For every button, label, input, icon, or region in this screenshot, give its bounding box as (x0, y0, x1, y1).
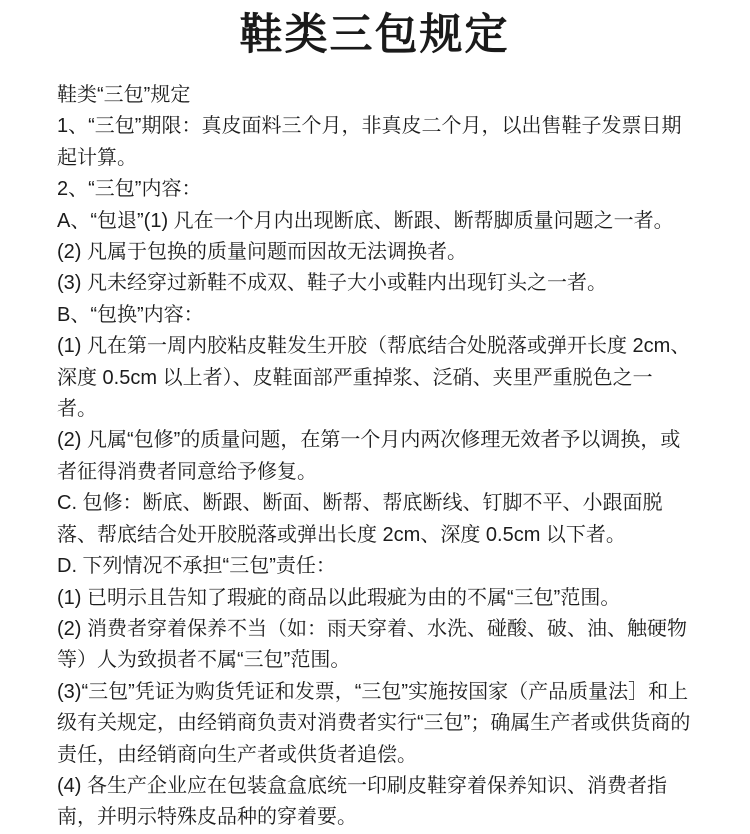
paragraph-repair-c: C. 包修：断底、断跟、断面、断帮、帮底断线、钉脚不平、小跟面脱落、帮底结合处开胶脱落或弹出长度 2cm、深度 0.5cm 以下者。 (57, 492, 663, 546)
paragraph-refund-a1: A、“包退”(1) 凡在一个月内出现断底、断跟、断帮脚质量问题之一者。 (57, 209, 674, 232)
paragraph-exclusion-d3: (3)“三包”凭证为购货凭证和发票，“三包”实施按国家（产品质量法］和上级有关规定，由经销商负责对消费者实行“三包”；确属生产者或供货商的责任，由经销商向生产者或供货者追偿。 (57, 680, 691, 766)
paragraph-exclusion-heading: D. 下列情况不承担“三包”责任： (57, 555, 336, 578)
paragraph-exchange-b1: (1) 凡在第一周内胶粘皮鞋发生开胶（帮底结合处脱落或弹开长度 2cm、深度 0.5cm 以上者）、皮鞋面部严重掉浆、泛硝、夹里严重脱色之一者。 (57, 335, 691, 421)
paragraph-refund-a3: (3) 凡未经穿过新鞋不成双、鞋子大小或鞋内出现钉头之一者。 (57, 272, 607, 295)
document-body (57, 80, 692, 834)
paragraph-content-heading: 2、“三包”内容： (57, 178, 202, 201)
paragraph-exclusion-d2: (2) 消费者穿着保养不当（如：雨天穿着、水洗、碰酸、破、油、触硬物等）人为致损者不属“三包”范围。 (57, 617, 687, 672)
paragraph-term-limit: 1、“三包”期限：真皮面料三个月，非真皮二个月，以出售鞋子发票日期起计算。 (57, 115, 682, 169)
paragraph-exchange-b2: (2) 凡属“包修”的质量问题，在第一个月内两次修理无效者予以调换，或者征得消费者同意给予修复。 (57, 429, 681, 483)
paragraph-exchange-heading: B、“包换”内容： (57, 303, 204, 326)
paragraph-refund-a2: (2) 凡属于包换的质量问题而因故无法调换者。 (57, 241, 467, 264)
document-title: 鞋类三包规定 (239, 12, 510, 59)
paragraph-heading-rules: 鞋类“三包”规定 (57, 84, 191, 106)
paragraph-exclusion-d4: (4) 各生产企业应在包装盒盒底统一印刷皮鞋穿着保养知识、消费者指南，并明示特殊皮品种的穿着要。 (57, 774, 667, 829)
paragraph-exclusion-d1: (1) 已明示且告知了瑕疵的商品以此瑕疵为由的不属“三包”范围。 (57, 586, 621, 609)
